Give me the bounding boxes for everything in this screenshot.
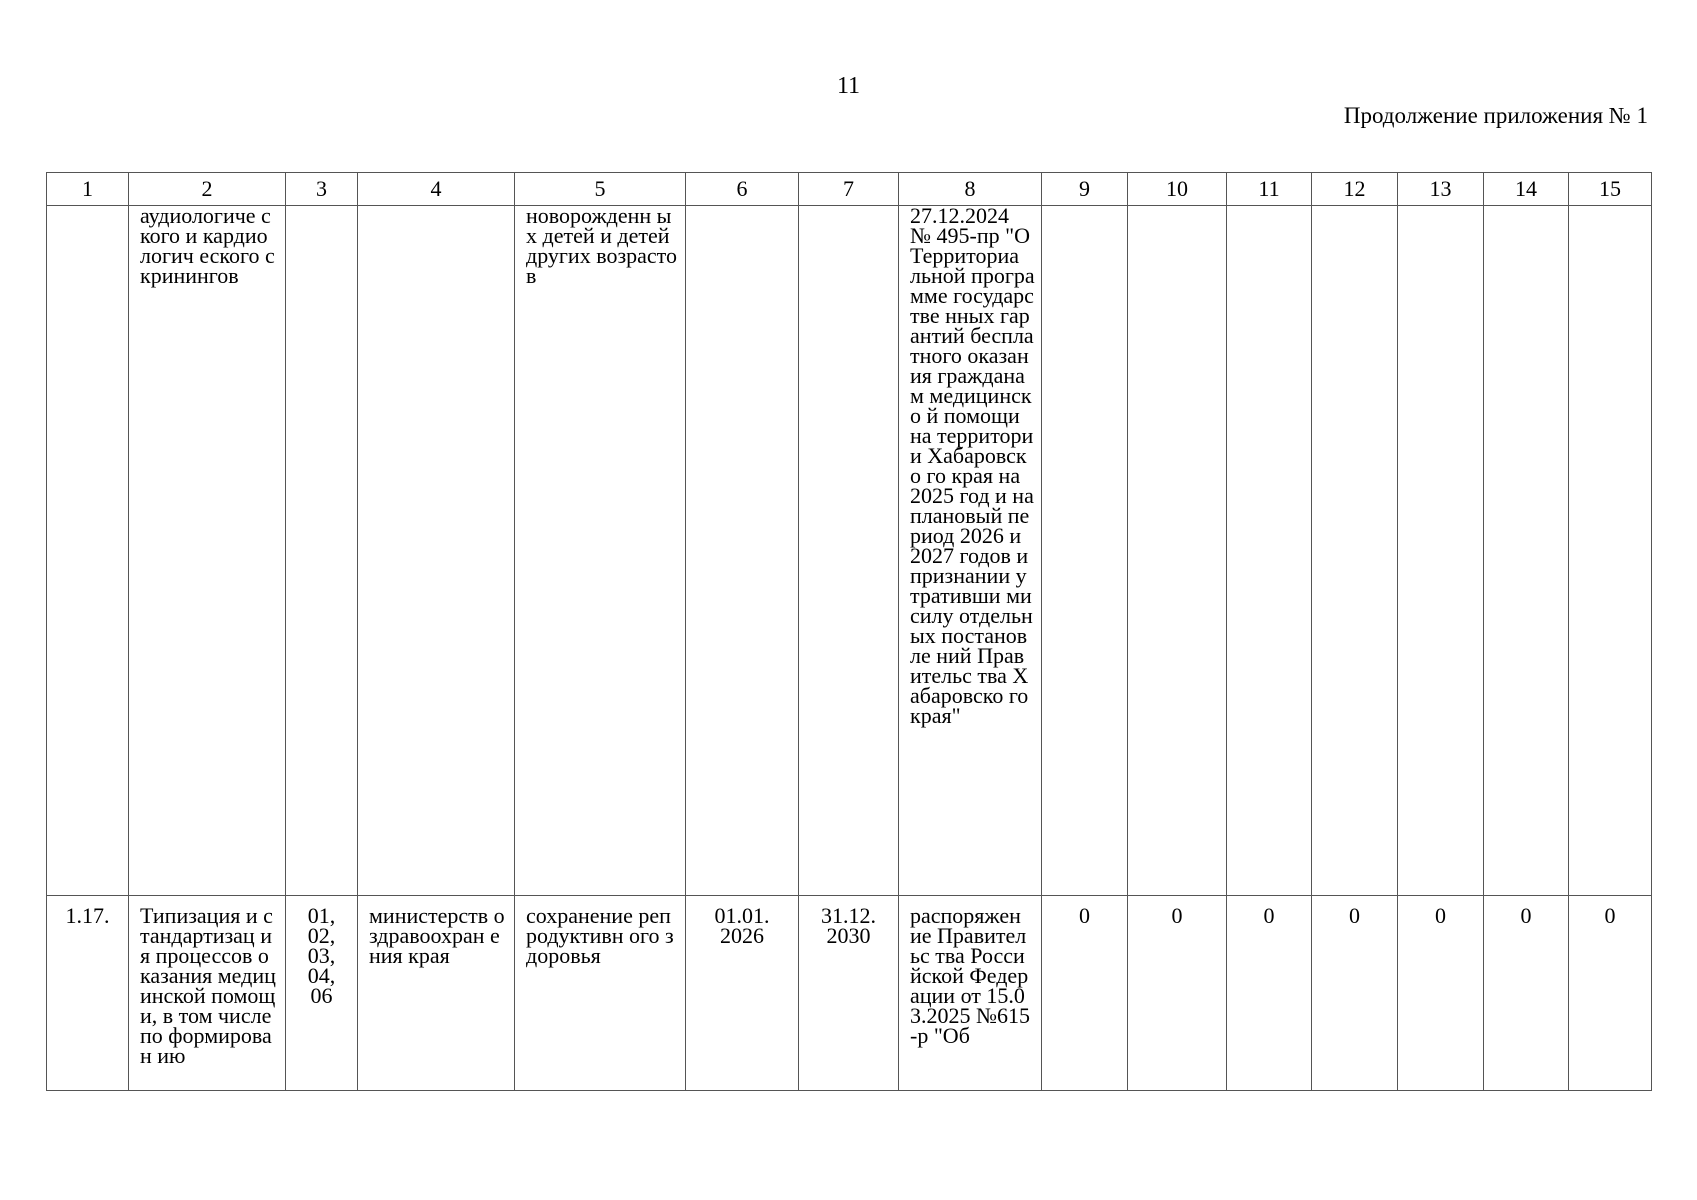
cell-executor: [358, 206, 515, 896]
column-header: 9: [1042, 173, 1128, 206]
column-header: 12: [1312, 173, 1398, 206]
program-measures-table: [46, 172, 1652, 1091]
column-header: 6: [686, 173, 799, 206]
cell-value: 0: [1484, 896, 1569, 1091]
cell-value: [1484, 206, 1569, 896]
cell-value: [1042, 206, 1128, 896]
table-row-1-17: [47, 896, 1652, 1091]
cell-measure-name: Типизация и стандартизац ия процессов оказания медицинской помощи, в том числе по формирован ию: [129, 896, 286, 1091]
page-number: 11: [836, 73, 861, 99]
cell-end-date: 31.12. 2030: [799, 896, 899, 1091]
column-header: 8: [899, 173, 1042, 206]
cell-value: [1398, 206, 1484, 896]
column-header: 14: [1484, 173, 1569, 206]
cell-value: 0: [1312, 896, 1398, 1091]
cell-value: [1128, 206, 1227, 896]
cell-value: 0: [1569, 896, 1652, 1091]
cell-value: 0: [1398, 896, 1484, 1091]
cell-measure-name: аудиологиче ского и кардиологич еского скринингов: [129, 206, 286, 896]
cell-value: [1312, 206, 1398, 896]
cell-codes: [286, 206, 358, 896]
column-header: 1: [47, 173, 129, 206]
cell-goal: сохранение репродуктивн ого здоровья: [515, 896, 686, 1091]
cell-number: 1.17.: [47, 896, 129, 1091]
column-header: 11: [1227, 173, 1312, 206]
cell-goal: новорожденн ых детей и детей других возрастов: [515, 206, 686, 896]
column-header: 10: [1128, 173, 1227, 206]
column-header: 4: [358, 173, 515, 206]
appendix-continuation-note: Продолжение приложения № 1: [1343, 103, 1648, 128]
cell-start-date: [686, 206, 799, 896]
cell-value: 0: [1128, 896, 1227, 1091]
column-header: 3: [286, 173, 358, 206]
cell-end-date: [799, 206, 899, 896]
cell-value: 0: [1042, 896, 1128, 1091]
cell-value: [1569, 206, 1652, 896]
table-row-continued: [47, 206, 1652, 896]
cell-codes: 01, 02, 03, 04, 06: [286, 896, 358, 1091]
cell-legal-basis: 27.12.2024 № 495-пр "О Территориа льной программе государстве нных гарантий бесплатного оказания гражданам медицинско й помощи на территории Хабаровско го края на 2025 год и на плановый период 2026 и 2027 годов и признании утративши ми силу отдельных постановле ний Правительс тва Хабаровско го края": [899, 206, 1042, 896]
column-header: 7: [799, 173, 899, 206]
column-header: 2: [129, 173, 286, 206]
cell-value: 0: [1227, 896, 1312, 1091]
cell-value: [1227, 206, 1312, 896]
cell-legal-basis: распоряжен ие Правительс тва Российской Федерации от 15.03.2025 №615-р "Об: [899, 896, 1042, 1091]
column-number-header-row: [47, 173, 1652, 206]
column-header: 5: [515, 173, 686, 206]
column-header: 15: [1569, 173, 1652, 206]
column-header: 13: [1398, 173, 1484, 206]
cell-start-date: 01.01. 2026: [686, 896, 799, 1091]
cell-executor: министерств о здравоохран ения края: [358, 896, 515, 1091]
cell-number: [47, 206, 129, 896]
